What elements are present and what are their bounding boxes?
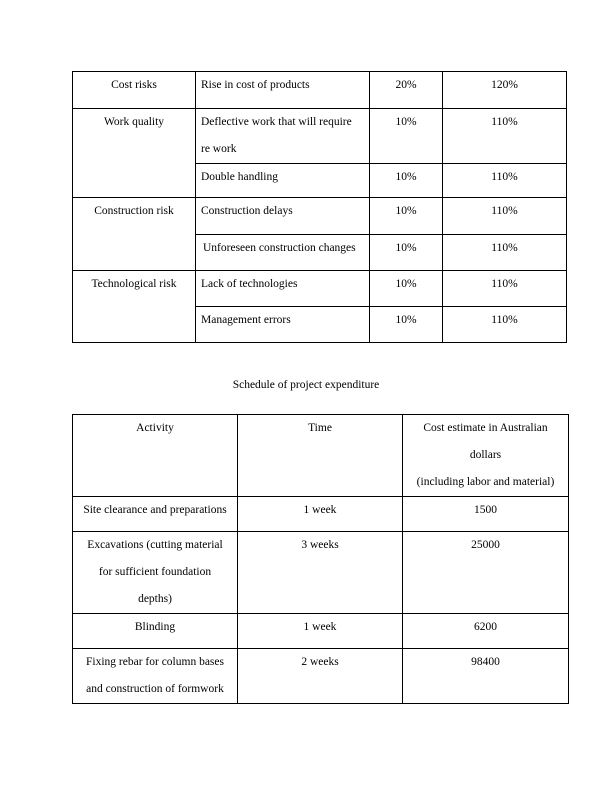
risk-description-line: re work [201, 143, 237, 155]
activity-cell [73, 497, 238, 532]
risk-description-line: Deflective work that will require [201, 116, 352, 128]
risk-impact-cell: 110% [443, 109, 567, 164]
activity-line: depths) [138, 593, 172, 605]
cost-cell: 6200 [403, 614, 569, 649]
risk-description-cell: Lack of technologies [196, 271, 370, 307]
risk-description-cell: Construction delays [196, 198, 370, 235]
table-row [73, 614, 569, 649]
risk-probability-cell: 10% [370, 307, 443, 343]
table-row [73, 649, 569, 704]
risk-category-cell: Construction risk [73, 198, 196, 271]
activity-line: Site clearance and preparations [83, 504, 227, 516]
activity-cell [73, 614, 238, 649]
header-line: dollars [469, 449, 502, 461]
risk-category-cell: Work quality [73, 109, 196, 198]
time-cell: 1 week [238, 497, 403, 532]
table-header-row [73, 415, 569, 497]
risk-probability-cell: 10% [370, 198, 443, 235]
column-header-cost [403, 415, 569, 497]
table-row [73, 532, 569, 614]
risk-impact-cell: 110% [443, 164, 567, 198]
risk-impact-cell: 110% [443, 235, 567, 271]
risk-description-cell [196, 109, 370, 164]
activity-line: Fixing rebar for column bases [86, 656, 224, 668]
table-row [73, 72, 567, 109]
risk-probability-cell: 10% [370, 109, 443, 164]
activity-cell [73, 649, 238, 704]
risk-probability-cell: 10% [370, 235, 443, 271]
risk-description-cell: Rise in cost of products [196, 72, 370, 109]
risk-description-cell: Management errors [196, 307, 370, 343]
risk-impact-cell: 120% [443, 72, 567, 109]
risk-probability-cell: 10% [370, 164, 443, 198]
risk-impact-cell: 110% [443, 271, 567, 307]
activity-cell [73, 532, 238, 614]
risk-category-cell: Cost risks [73, 72, 196, 109]
table-row [73, 109, 567, 164]
risk-probability-cell: 20% [370, 72, 443, 109]
schedule-table [72, 414, 569, 704]
time-cell: 1 week [238, 614, 403, 649]
time-cell: 2 weeks [238, 649, 403, 704]
risk-description-cell: Double handling [196, 164, 370, 198]
activity-line: Excavations (cutting material [87, 539, 223, 551]
table-row [73, 271, 567, 307]
risk-impact-cell: 110% [443, 198, 567, 235]
table-row [73, 497, 569, 532]
column-header-activity: Activity [73, 415, 238, 497]
cost-cell: 1500 [403, 497, 569, 532]
activity-line: for sufficient foundation [98, 566, 212, 578]
risk-category-cell: Technological risk [73, 271, 196, 343]
risk-table [72, 71, 567, 343]
schedule-title: Schedule of project expenditure [232, 379, 380, 391]
table-row [73, 198, 567, 235]
header-line: Cost estimate in Australian [423, 422, 548, 434]
cost-cell: 25000 [403, 532, 569, 614]
cost-cell: 98400 [403, 649, 569, 704]
header-line: (including labor and material) [416, 476, 555, 488]
risk-probability-cell: 10% [370, 271, 443, 307]
activity-line: and construction of formwork [86, 683, 224, 695]
risk-impact-cell: 110% [443, 307, 567, 343]
activity-line: Blinding [134, 621, 176, 633]
column-header-time: Time [238, 415, 403, 497]
risk-description-cell: Unforeseen construction changes [196, 235, 370, 271]
time-cell: 3 weeks [238, 532, 403, 614]
